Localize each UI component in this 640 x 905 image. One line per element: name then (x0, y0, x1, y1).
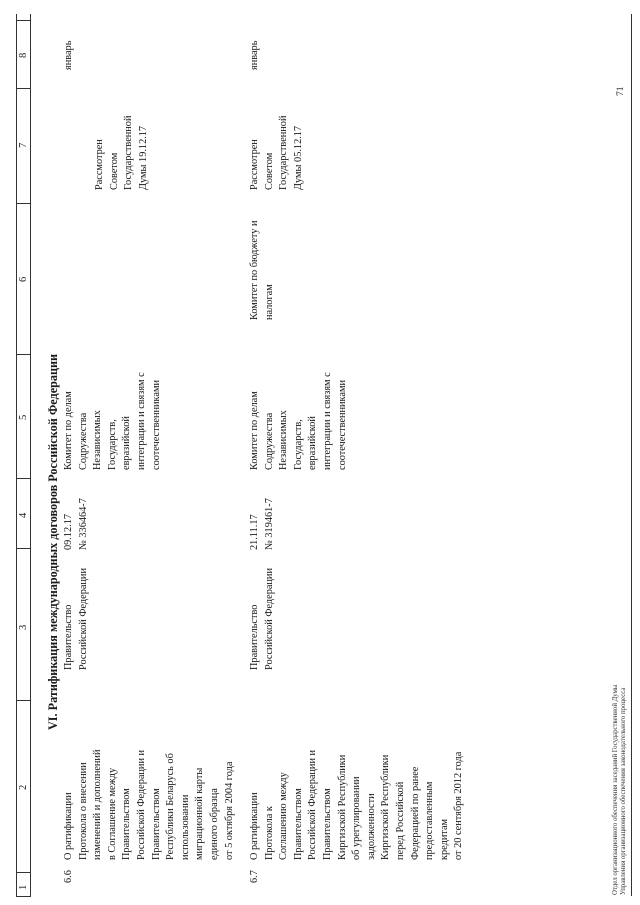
section-title (46, 354, 61, 730)
footer-text (620, 688, 628, 895)
row-number-line: 6.6 (63, 870, 74, 883)
row-committee-line: Комитет по делам (249, 391, 260, 470)
row-number-line: 6.7 (249, 870, 260, 883)
row-month (248, 41, 263, 70)
row-title-line: Правительством (321, 788, 333, 860)
row-title-line: кредитам (438, 818, 450, 860)
row-title-line: миграционной карты (194, 767, 206, 860)
row-committee-line: соотечественниками (150, 380, 162, 470)
row-title (62, 750, 237, 860)
col-sep-tick (16, 20, 31, 21)
row-cocommittee-line: Комитет по бюджету и (249, 220, 260, 320)
row-title-line: Федерацией по ранее (409, 766, 421, 860)
col-sep-tick (16, 872, 31, 873)
row-status-line: Думы 05.12.17 (292, 125, 304, 190)
row-title-line: единого образца (208, 788, 220, 860)
row-month-line: январь (63, 40, 74, 70)
row-month (62, 41, 77, 70)
row-date-number-line: 21.11.17 (249, 514, 260, 550)
row-status-line: Советом (108, 152, 120, 190)
row-title-line: об урегулировании (351, 776, 363, 860)
row-number (248, 870, 263, 883)
col-sep-tick (16, 203, 31, 204)
table-border-right (631, 14, 632, 896)
row-status-line: Рассмотрен (94, 139, 105, 190)
row-date-number-line: № 319461-7 (263, 498, 275, 550)
row-status-line: Думы 19.12.17 (137, 125, 149, 190)
row-committee-line: Государств, (292, 419, 304, 470)
footer-text-line: Управления организационного обеспечения законодательного процесса (620, 687, 627, 895)
column-number: 5 (18, 414, 29, 420)
row-title-line: в Соглашение между (106, 767, 118, 860)
row-title-line: Протокола к (263, 806, 275, 860)
column-number: 3 (18, 624, 29, 630)
row-status-line: Государственной (123, 115, 135, 190)
row-subject (248, 568, 277, 670)
column-number: 8 (18, 52, 29, 58)
row-title-line: Российской Федерации и (307, 749, 319, 860)
row-title-line: задолженности (365, 793, 377, 860)
col-sep-tick (16, 354, 31, 355)
row-title-line: использовании (179, 794, 191, 860)
col-sep-tick (16, 478, 31, 479)
row-title-line: Правительством (292, 788, 304, 860)
row-committee (62, 372, 164, 470)
footer-text (612, 685, 620, 895)
page-number (614, 87, 629, 97)
row-title-line: Российской Федерации и (135, 749, 147, 860)
col-sep-tick (16, 896, 31, 897)
row-date-number (62, 498, 91, 550)
row-title-line: предоставленным (424, 781, 436, 860)
row-committee (248, 372, 350, 470)
row-status (93, 116, 151, 190)
row-subject-line: Правительство (63, 604, 74, 670)
row-committee-line: соотечественниками (336, 380, 348, 470)
row-title-line: Киргизской Республики (336, 754, 348, 860)
column-number: 2 (18, 784, 29, 790)
column-number: 7 (18, 142, 29, 148)
row-title-line: Республики Беларусь об (165, 753, 177, 860)
row-status-line: Государственной (278, 115, 290, 190)
col-sep-tick (16, 88, 31, 89)
row-status-line: Советом (263, 152, 275, 190)
row-title-line: О ратификации (249, 792, 260, 860)
col-sep-tick (16, 700, 31, 701)
row-title-line: от 5 октября 2004 года (223, 761, 235, 860)
table-header-rule (30, 14, 31, 896)
row-title-line: перед Российской (394, 781, 406, 860)
row-status-line: Рассмотрен (249, 139, 260, 190)
row-cocommittee-line: налогам (263, 284, 275, 320)
row-status (248, 116, 306, 190)
row-committee-line: Содружества (77, 412, 89, 470)
section-title-line: VI. Ратификация международных договоров Российской Федерации (46, 353, 60, 730)
page-number-line: 71 (616, 86, 626, 96)
row-title (248, 750, 467, 860)
row-committee-line: евразийской (307, 416, 319, 470)
footer-text-line: Отдел организационного обеспечения заседаний Государственной Думы (612, 684, 619, 895)
row-committee-line: интеграции и связям с (135, 372, 147, 470)
row-committee-line: Комитет по делам (63, 391, 74, 470)
row-number (62, 870, 77, 883)
row-title-line: Соглашению между (278, 772, 290, 860)
row-subject-line: Российской Федерации (77, 568, 89, 670)
row-committee-line: Независимых (278, 410, 290, 470)
row-title-line: Киргизской Республики (380, 754, 392, 860)
row-committee-line: Государств, (106, 419, 118, 470)
col-sep-tick (16, 548, 31, 549)
row-title-line: О ратификации (63, 792, 74, 860)
row-committee-line: евразийской (121, 416, 133, 470)
row-subject-line: Правительство (249, 604, 260, 670)
row-date-number-line: 09.12.17 (63, 513, 74, 550)
row-date-number (248, 498, 277, 550)
row-date-number-line: № 336464-7 (77, 498, 89, 550)
row-title-line: Правительством (150, 788, 162, 860)
row-title-line: Правительством (121, 788, 133, 860)
column-number: 4 (18, 512, 29, 518)
column-number: 1 (18, 884, 29, 890)
row-title-line: Протокола о внесении (77, 762, 89, 860)
row-month-line: январь (249, 40, 260, 70)
table-border-left (16, 14, 17, 896)
row-title-line: от 20 сентября 2012 года (453, 751, 465, 860)
column-number: 6 (18, 276, 29, 282)
row-subject-line: Российской Федерации (263, 568, 275, 670)
row-cocommittee (248, 220, 277, 320)
row-subject (62, 568, 91, 670)
row-committee-line: Содружества (263, 412, 275, 470)
row-committee-line: интеграции и связям с (321, 372, 333, 470)
row-committee-line: Независимых (92, 410, 104, 470)
row-title-line: изменений и дополнений (92, 749, 104, 860)
